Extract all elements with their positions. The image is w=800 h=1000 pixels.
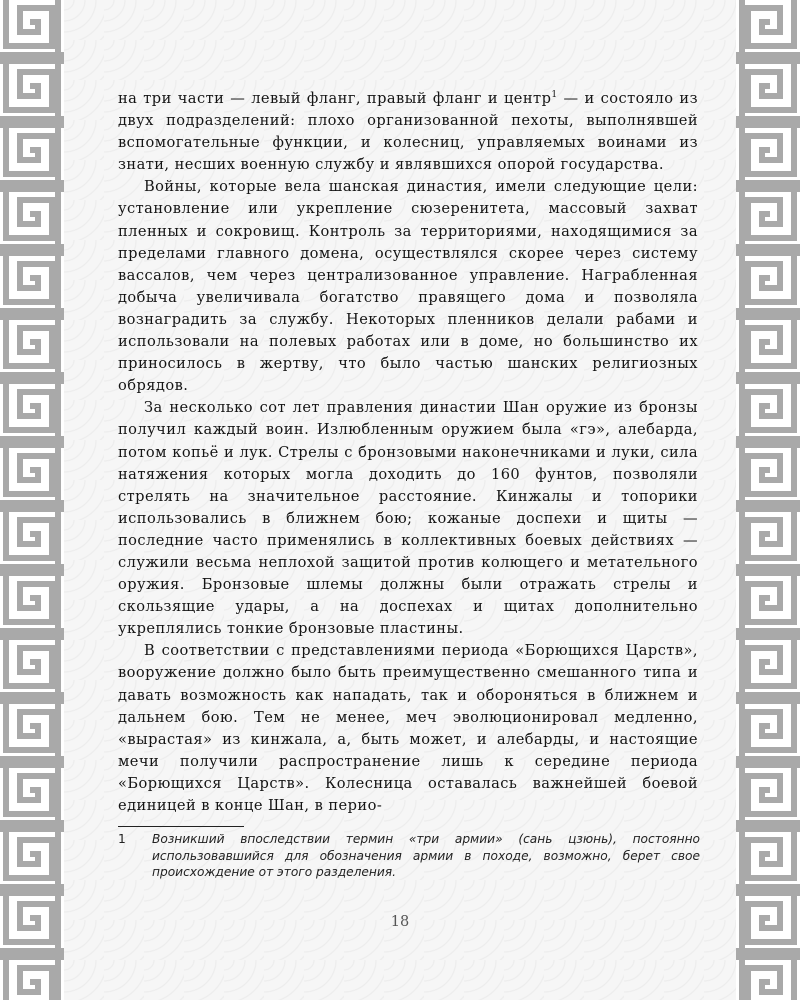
- body-text: [118, 88, 698, 817]
- meander-pattern-icon: [0, 0, 64, 1000]
- right-meander-border: [736, 0, 800, 1000]
- meander-pattern-icon: [736, 0, 800, 1000]
- footnote: [118, 831, 700, 881]
- paragraph-4: В соответствии с представлениями периода «Борющихся Царств», вооружение должно было быть преимущественно смешанного типа и давать возможность как нападать, так и обороняться в ближнем и дальнем бою. Тем не менее, меч эволюционировал медленно, «вырастая» из кинжала, а, быть может, и алебарды, и настоящие мечи получили распространение лишь к середине периода «Борющихся Царств». Колесница оставалась важнейшей боевой единицей в конце Шан, в перио-: [118, 642, 698, 814]
- paragraph-3: За несколько сот лет правления династии Шан оружие из бронзы получил каждый воин. Излюбленным оружием была «гэ», алебарда, потом копьё и лук. Стрелы с бронзовыми наконечниками и луки, сила натяжения которых могла доходить до 160 фунтов, позволяли стрелять на значительное расстояние. Кинжалы и топорики использовались в ближнем бою; кожаные доспехи и щиты — последние часто применялись в коллективных боевых действиях — служили весьма неплохой защитой против колющего и метательного оружия. Бронзовые шлемы должны были отражать стрелы и скользящие удары, а на доспехах и щитах дополнительно укреплялись тонкие бронзовые пластины.: [118, 399, 698, 638]
- footnote-text: Возникший впоследствии термин «три армии» (сань цзюнь), постоянно использовавшийся для обозначения армии в походе, возможно, берет свое происхождение от этого разделения.: [152, 832, 700, 879]
- page-number: 18: [390, 914, 410, 930]
- paragraph-1-end: — и состояло из двух подразделений: плохо организованной пехоты, выполнявшей вспомогательные функции, и колесниц, управляемых воинами из знати, несших военную службу и являвшихся опорой государства.: [118, 90, 698, 174]
- paragraph-2: Войны, которые вела шанская династия, имели следующие цели: установление или укрепление сюзеренитета, массовый захват пленных и сокровищ. Контроль за территориями, находящимися за пределами главного домена, осуществлялся скорее через систему вассалов, чем через централизованное управление. Награбленная добыча увеличивала богатство правящего дома и позволяла вознаградить за службу. Некоторых пленников делали рабами и использовали на полевых работах или в доме, но большинство их приносилось в жертву, что было частью шанских религиозных обрядов.: [118, 178, 698, 395]
- left-meander-border: [0, 0, 64, 1000]
- footnote-divider: [118, 826, 244, 827]
- footnote-number: 1: [118, 832, 126, 846]
- paragraph-1: [118, 88, 698, 176]
- paragraph-1-start: на три части — левый фланг, правый фланг и центр: [118, 90, 552, 107]
- footnote-reference: 1: [551, 90, 558, 101]
